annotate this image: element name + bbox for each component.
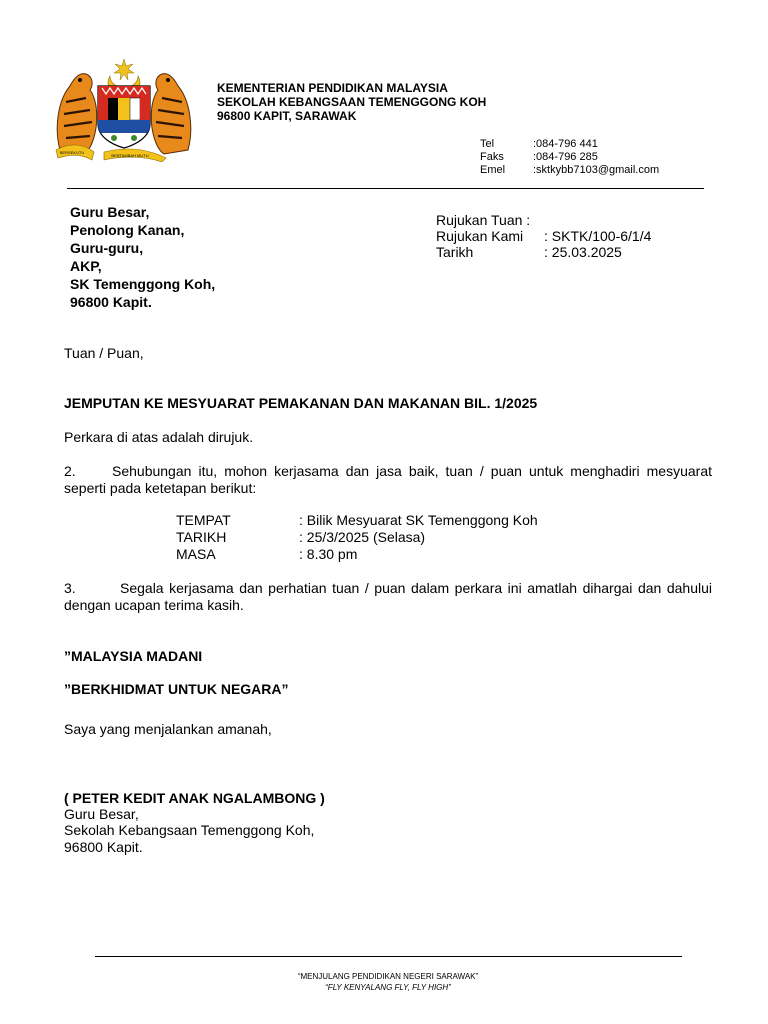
footer-divider — [95, 956, 682, 957]
signatory-city: 96800 Kapit. — [64, 839, 143, 855]
left-tiger-icon — [57, 74, 97, 154]
para-2-number: 2. — [64, 463, 76, 479]
salutation: Tuan / Puan, — [64, 345, 144, 361]
fax-value: :084-796 285 — [533, 151, 598, 163]
recipient-line: 96800 Kapit. — [70, 294, 152, 310]
fax-label: Faks — [480, 151, 504, 163]
recipient-line: SK Temenggong Koh, — [70, 276, 216, 292]
ministry-name: KEMENTERIAN PENDIDIKAN MALAYSIA — [217, 81, 448, 95]
recipient-block — [70, 203, 215, 311]
ref-date-value: : 25.03.2025 — [544, 244, 622, 260]
school-address: 96800 KAPIT, SARAWAK — [217, 109, 357, 123]
tel-value: :084-796 441 — [533, 138, 598, 150]
motto-ribbon — [56, 145, 166, 162]
closing-line: Saya yang menjalankan amanah, — [64, 721, 272, 737]
svg-text:BERSEKUTU: BERSEKUTU — [59, 150, 85, 155]
paragraph-1: Perkara di atas adalah dirujuk. — [64, 429, 254, 445]
slogan-berkhidmat: ”BERKHIDMAT UNTUK NEGARA” — [64, 681, 289, 697]
paragraph-2: Sehubungan itu, mohon kerjasama dan jasa baik, tuan / puan untuk menghadiri mesyuarat seperti pada ketetapan berikut: — [64, 463, 712, 496]
email-label: Emel — [480, 164, 506, 176]
detail-value-time: : 8.30 pm — [299, 546, 358, 562]
recipient-line: Penolong Kanan, — [70, 222, 185, 238]
header-divider — [67, 188, 704, 189]
detail-label-time: MASA — [176, 546, 216, 562]
svg-text:BERTAMBAH MUTU: BERTAMBAH MUTU — [111, 153, 149, 158]
recipient-line: AKP, — [70, 258, 102, 274]
signatory-name: ( PETER KEDIT ANAK NGALAMBONG ) — [64, 790, 325, 806]
shield-icon — [98, 86, 150, 148]
signatory-school: Sekolah Kebangsaan Temenggong Koh, — [64, 822, 315, 838]
email-value: :sktkybb7103@gmail.com — [533, 164, 660, 176]
paragraph-3: Segala kerjasama dan perhatian tuan / puan dalam perkara ini amatlah dihargai dan dahului dengan ucapan terima kasih. — [64, 580, 712, 613]
right-tiger-icon — [151, 74, 191, 154]
recipient-line: Guru Besar, — [70, 204, 150, 220]
footer-motto-1: “MENJULANG PENDIDIKAN NEGERI SARAWAK” — [297, 972, 479, 981]
school-name: SEKOLAH KEBANGSAAN TEMENGGONG KOH — [217, 95, 487, 109]
detail-label-venue: TEMPAT — [176, 512, 231, 528]
coat-of-arms-logo — [50, 58, 198, 162]
ref-tuan-label: Rujukan Tuan : — [436, 212, 531, 228]
signatory-title: Guru Besar, — [64, 806, 139, 822]
ref-kami-value: : SKTK/100-6/1/4 — [544, 228, 652, 244]
tel-label: Tel — [480, 138, 495, 150]
detail-value-venue: : Bilik Mesyuarat SK Temenggong Koh — [299, 512, 538, 528]
detail-value-date: : 25/3/2025 (Selasa) — [299, 529, 426, 545]
recipient-line: Guru-guru, — [70, 240, 144, 256]
ref-kami-label: Rujukan Kami — [436, 228, 524, 244]
ref-date-label: Tarikh — [436, 244, 474, 260]
slogan-malaysia-madani: ”MALAYSIA MADANI — [64, 648, 203, 664]
para-3-number: 3. — [64, 580, 76, 596]
footer-motto-2: “FLY KENYALANG FLY, FLY HIGH” — [325, 983, 451, 992]
detail-label-date: TARIKH — [176, 529, 227, 545]
letter-subject: JEMPUTAN KE MESYUARAT PEMAKANAN DAN MAKANAN BIL. 1/2025 — [64, 395, 538, 411]
